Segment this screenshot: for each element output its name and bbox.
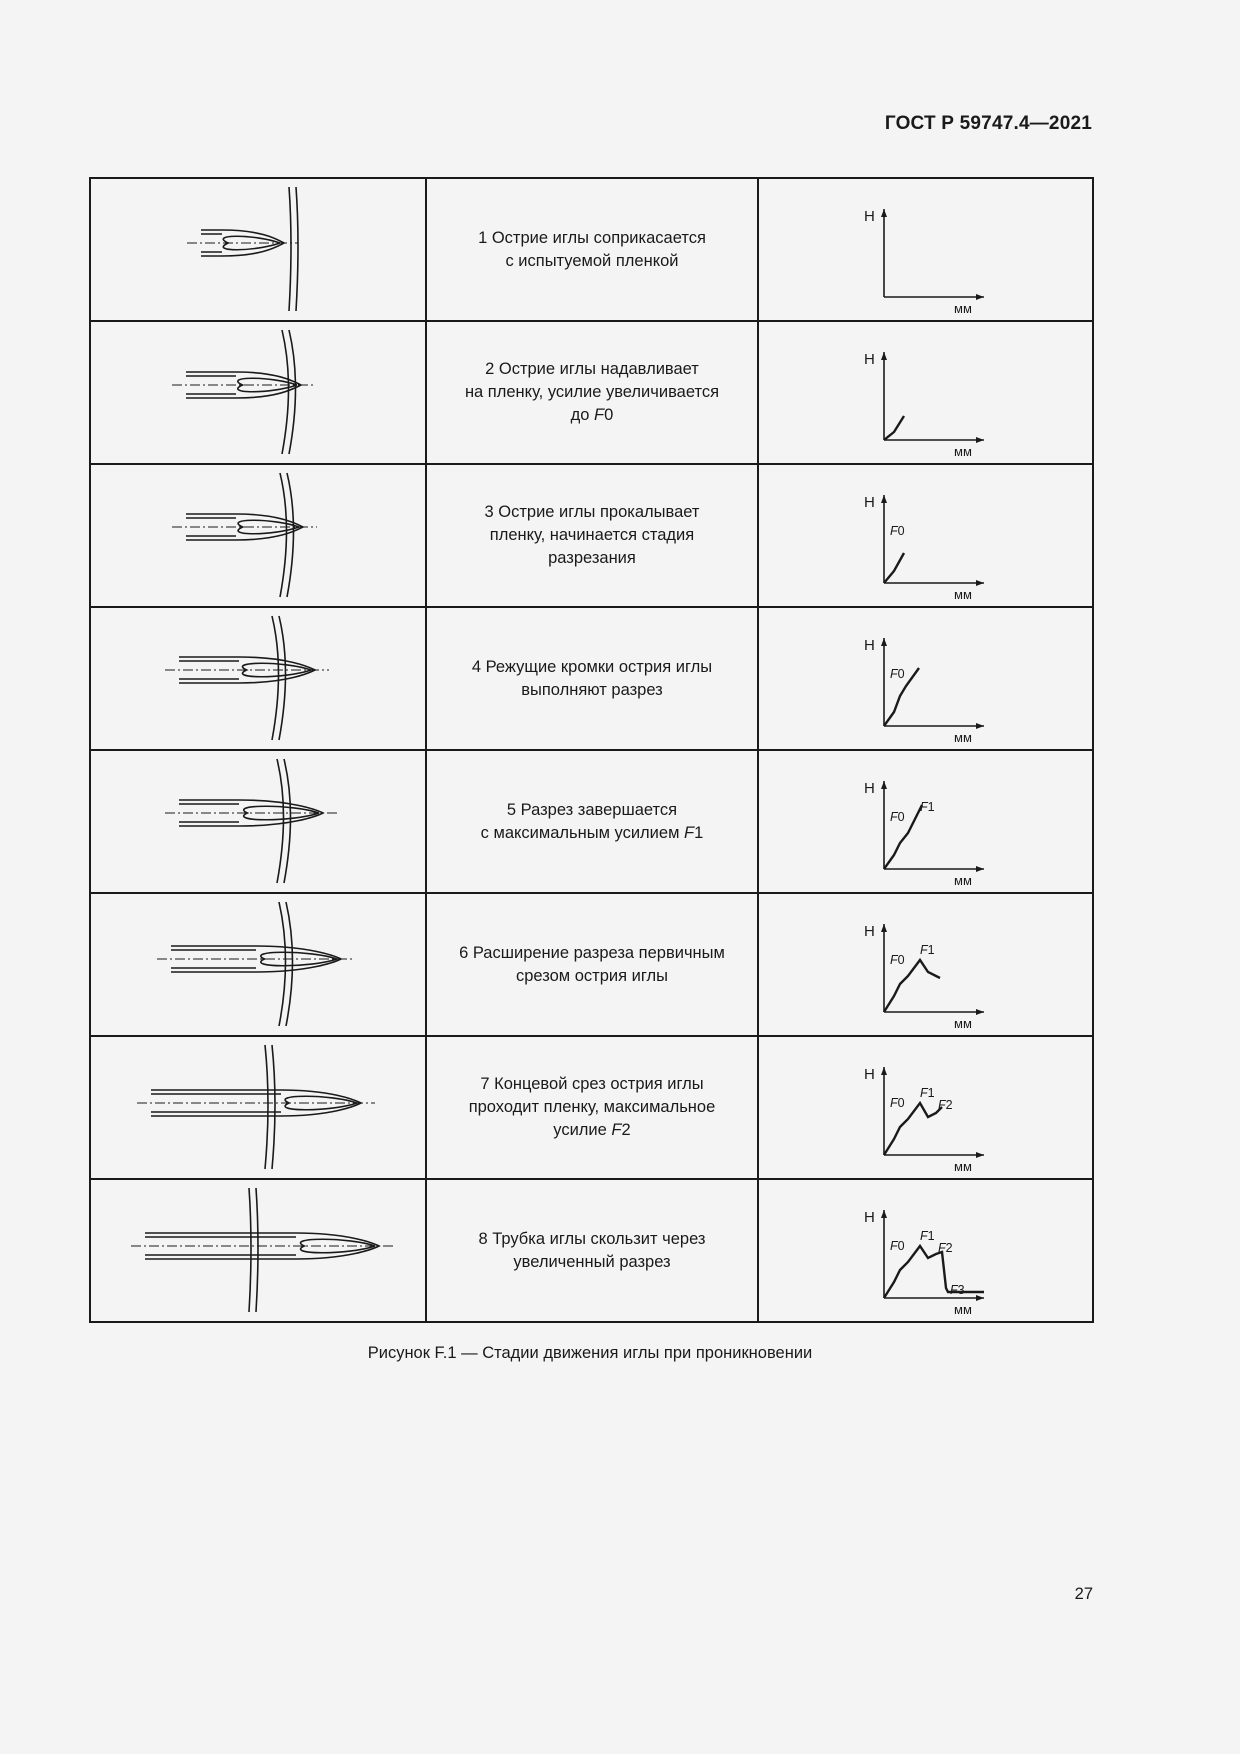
y-axis-arrow (881, 209, 887, 217)
force-label: F1 (919, 943, 935, 957)
document-header: ГОСТ Р 59747.4—2021 (884, 113, 1092, 134)
y-axis-arrow (881, 1067, 887, 1075)
description-line: срезом острия иглы (515, 966, 668, 985)
film-layer (279, 902, 286, 1026)
needle-illustration (91, 608, 426, 749)
film-layer (284, 759, 291, 883)
y-axis-label: Н (863, 1066, 875, 1083)
force-label: F0 (889, 953, 905, 967)
y-axis-arrow (881, 924, 887, 932)
x-axis-arrow (976, 866, 984, 872)
y-axis-label: Н (863, 1209, 875, 1226)
x-axis-arrow (976, 1295, 984, 1301)
force-graph-cell (758, 750, 1093, 893)
force-label: F0 (889, 667, 905, 681)
force-label: F2 (937, 1098, 953, 1112)
force-graph (759, 1037, 1093, 1178)
stage-row (90, 178, 1093, 321)
force-label: F1 (919, 800, 935, 814)
force-label: F1 (919, 1229, 935, 1243)
figure-table (89, 177, 1094, 1323)
stage-row (90, 893, 1093, 1036)
description-line: до F0 (570, 406, 614, 424)
description-line: пленку, начинается стадия (489, 526, 695, 544)
needle-illustration-cell (90, 464, 426, 607)
x-axis-label: мм (953, 1159, 972, 1174)
stage-description (426, 1179, 757, 1322)
force-graph-cell (758, 1036, 1093, 1179)
y-axis-arrow (881, 1210, 887, 1218)
description-line: выполняют разрез (521, 680, 663, 699)
x-axis-arrow (976, 437, 984, 443)
stage-row (90, 750, 1093, 893)
description-line: с испытуемой пленкой (505, 251, 679, 270)
y-axis-arrow (881, 638, 887, 646)
film-layer (272, 616, 279, 740)
needle-illustration (91, 322, 426, 463)
needle-illustration-cell (90, 893, 426, 1036)
force-graph-cell (758, 893, 1093, 1036)
stage-description (426, 1036, 757, 1179)
stage-row (90, 1179, 1093, 1322)
force-graph-cell (758, 1179, 1093, 1322)
film-layer (279, 616, 286, 740)
description-line: 6 Расширение разреза первичным (459, 943, 725, 962)
force-graph (759, 465, 1093, 606)
y-axis-label: Н (863, 494, 875, 511)
description-line: 7 Концевой срез острия иглы (480, 1075, 704, 1093)
x-axis-label: мм (953, 1016, 972, 1031)
y-axis-arrow (881, 495, 887, 503)
force-graph (759, 894, 1093, 1035)
force-graph (759, 1180, 1093, 1321)
y-axis-label: Н (863, 923, 875, 940)
stage-row (90, 321, 1093, 464)
x-axis-label: мм (953, 301, 972, 316)
force-label: F0 (889, 810, 905, 824)
force-graph-cell (758, 607, 1093, 750)
force-label: F2 (937, 1241, 953, 1255)
needle-illustration-cell (90, 1036, 426, 1179)
needle-illustration (91, 1037, 426, 1178)
film-layer (249, 1188, 251, 1312)
description-line: разрезания (548, 549, 636, 567)
x-axis-label: мм (953, 587, 972, 602)
film-layer (289, 187, 291, 311)
film-layer (296, 187, 298, 311)
description-line: 2 Острие иглы надавливает (485, 360, 699, 378)
y-axis-label: Н (863, 351, 875, 368)
needle-illustration-cell (90, 321, 426, 464)
x-axis-arrow (976, 294, 984, 300)
stage-description (426, 750, 757, 893)
x-axis-arrow (976, 580, 984, 586)
force-curve (884, 416, 904, 440)
needle-illustration (91, 751, 426, 892)
force-graph (759, 751, 1093, 892)
x-axis-label: мм (953, 1302, 972, 1317)
x-axis-arrow (976, 723, 984, 729)
force-label: F0 (889, 1096, 905, 1110)
description-line: 4 Режущие кромки острия иглы (471, 657, 713, 676)
force-label: F1 (919, 1086, 935, 1100)
force-graph-cell (758, 178, 1093, 321)
y-axis-label: Н (863, 780, 875, 797)
y-axis-label: Н (863, 208, 875, 225)
needle-illustration (91, 894, 426, 1035)
description-line: проходит пленку, максимальное (468, 1098, 716, 1116)
description-line: 8 Трубка иглы скользит через (478, 1229, 706, 1248)
stage-description (426, 178, 757, 321)
film-layer (287, 473, 294, 597)
needle-illustration-cell (90, 178, 426, 321)
description-line: с максимальным усилием F1 (480, 823, 704, 842)
force-curve (884, 1246, 984, 1298)
figure-caption: Рисунок F.1 — Стадии движения иглы при проникновении (367, 1344, 813, 1362)
y-axis-arrow (881, 781, 887, 789)
force-graph-cell (758, 464, 1093, 607)
needle-illustration-cell (90, 1179, 426, 1322)
stage-description (426, 893, 757, 1036)
force-curve (884, 1103, 942, 1155)
stage-description (426, 321, 757, 464)
description-line: 5 Разрез завершается (506, 800, 678, 819)
force-label: F0 (889, 1239, 905, 1253)
force-label: F0 (889, 524, 905, 538)
film-layer (256, 1188, 258, 1312)
force-graph (759, 608, 1093, 749)
force-curve (884, 553, 904, 583)
force-graph (759, 322, 1093, 463)
stage-description (426, 464, 757, 607)
needle-illustration-cell (90, 607, 426, 750)
needle-illustration (91, 179, 426, 320)
stage-row (90, 1036, 1093, 1179)
description-line: усилие F2 (553, 1121, 631, 1139)
description-line: на пленку, усилие увеличивается (464, 383, 720, 401)
page-number: 27 (1074, 1585, 1093, 1603)
description-line: 1 Острие иглы соприкасается (478, 228, 706, 247)
x-axis-arrow (976, 1152, 984, 1158)
stage-row (90, 607, 1093, 750)
film-layer (277, 759, 284, 883)
y-axis-arrow (881, 352, 887, 360)
force-graph-cell (758, 321, 1093, 464)
description-line: 3 Острие иглы прокалывает (484, 503, 700, 521)
film-layer (265, 1045, 268, 1169)
x-axis-label: мм (953, 873, 972, 888)
stage-row (90, 464, 1093, 607)
y-axis-label: Н (863, 637, 875, 654)
x-axis-arrow (976, 1009, 984, 1015)
stage-description (426, 607, 757, 750)
film-layer (272, 1045, 275, 1169)
force-curve (884, 960, 940, 1012)
film-layer (286, 902, 293, 1026)
description-line: увеличенный разрез (513, 1252, 671, 1271)
force-graph (759, 179, 1093, 320)
needle-illustration-cell (90, 750, 426, 893)
force-label: F3 (949, 1283, 965, 1297)
needle-illustration (91, 465, 426, 606)
x-axis-label: мм (953, 444, 972, 459)
needle-illustration (91, 1180, 426, 1321)
x-axis-label: мм (953, 730, 972, 745)
film-layer (289, 330, 296, 454)
